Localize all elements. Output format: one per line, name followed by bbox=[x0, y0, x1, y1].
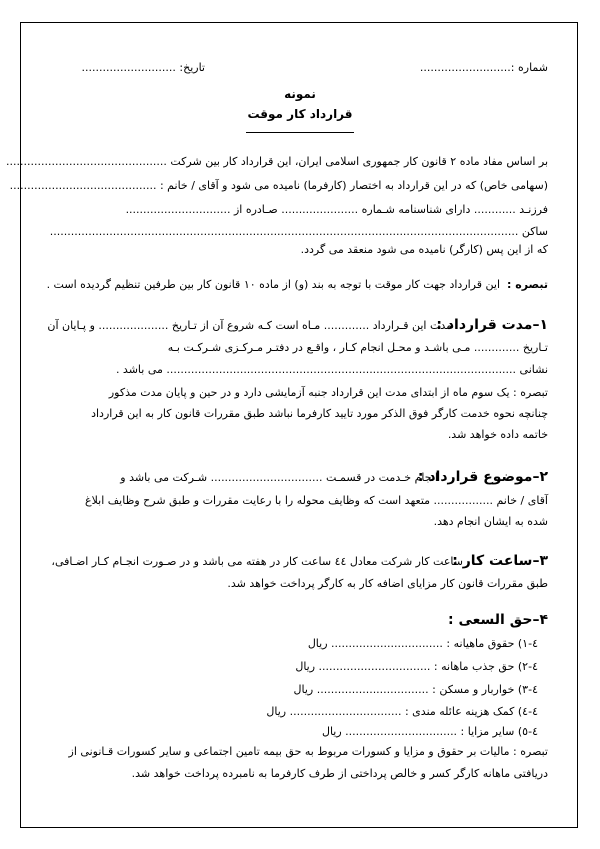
section-4-note-line-1: تبصره : مالیات بر حقوق و مزایا و کسورات مربوط به حق بیمه تامین اجتماعی و سایر کسورات قـانونی از bbox=[68, 745, 548, 758]
salary-item-3: ٤-٣) خواربار و مسکن : ................................ ریال bbox=[293, 683, 538, 696]
section-1-line-3: نشانی .................................................................................................... می باشد . bbox=[115, 363, 548, 376]
salary-item-5: ٤-٥) سایر مزایا : ................................ ریال bbox=[321, 725, 538, 738]
intro-line-5: که از این پس (کارگر) نامیده می شود منعقد می گردد. bbox=[300, 243, 548, 256]
section-1-note-line-2: چنانچه نحوه خدمت کارگر فوق الذکر مورد تایید کارفرما نباشد طبق مقررات قانون کار به این قرارداد bbox=[91, 407, 548, 420]
section-1-heading: ۱–مدت قرارداد : bbox=[436, 317, 548, 333]
section-3-heading: ۳–ساعت کار : bbox=[452, 553, 548, 569]
contract-date-field: تاریخ: ........................... bbox=[81, 61, 205, 74]
page-title: قرارداد کار موقت bbox=[247, 107, 353, 121]
intro-line-1: بر اساس مفاد ماده ۲ قانون کار جمهوری اسلامی ایران، این قرارداد کار بین شرکت .............................................. bbox=[6, 155, 548, 168]
section-4-note-line-2: دریافتی ماهانه کارگر کسر و خالص پرداختی از طرف کارفرما به نامبرده پرداخت خواهد شد. bbox=[131, 767, 548, 780]
intro-line-3: فرزنـد ............ دارای شناسنامه شـماره ...................... صـادره از .............................. bbox=[125, 203, 548, 216]
document-label: نمونه bbox=[284, 87, 316, 101]
salary-item-1: ٤-١) حقوق ماهیانه : ................................ ریال bbox=[307, 637, 538, 650]
contract-number-field: شماره :.......................... bbox=[419, 61, 548, 74]
section-1-note-line-3: خاتمه داده خواهد شد. bbox=[447, 428, 548, 441]
section-3-line-2: طبق مقررات قانون کار مزایای اضافه کار به کارگر پرداخت خواهد شد. bbox=[227, 577, 548, 590]
section-1-note-line-1: تبصره : یک سوم ماه از ابتدای مدت این قرارداد جنبه آزمایشی دارد و در حین و پایان مدت مذکور bbox=[108, 386, 548, 399]
section-3-line-1: ساعت کار شرکت معادل ٤٤ ساعت کار در هفته می باشد و در صـورت انجـام کـار اضـافی، bbox=[51, 555, 463, 568]
intro-line-4: ساکن ...................................................................................................................................... bbox=[49, 225, 548, 238]
section-2-heading: ۲–موضوع قرارداد : bbox=[417, 469, 548, 485]
section-1-line-1: مدت این قـرارداد ............. مـاه است کـه شروع آن از تـاریخ .................... و پـایان آن bbox=[47, 319, 452, 332]
general-note-text: این قرارداد جهت کار موقت با توجه به بند (و) از ماده ۱۰ قانون کار بین طرفین تنظیم گردیده است . bbox=[46, 278, 500, 291]
section-2-line-2: آقای / خانم ................. متعهد است که وظایف محوله را با رعایت مقررات و طبق شرح وظایف ابلاغ bbox=[85, 494, 548, 507]
section-1-line-2: تـاریخ ............. مـی باشـد و محـل انجام کـار ، واقـع در دفتـر مـرکـزی شـرکـت بـه bbox=[167, 341, 548, 354]
general-note-label: تبصره : bbox=[506, 278, 548, 291]
section-2-line-1: انجام خـدمت در قسمـت ................................ شـرکت می باشد و bbox=[120, 471, 438, 484]
intro-line-2: (سهامی خاص) که در این قرارداد به اختصار (کارفرما) نامیده می شود و آقای / خانم : .......................................... bbox=[9, 179, 548, 192]
section-4-heading: ۴–حق السعی : bbox=[448, 612, 548, 628]
section-2-line-3: شده به ایشان انجام دهد. bbox=[433, 515, 548, 528]
salary-item-4: ٤-٤) کمک هزینه عائله مندی : ................................ ریال bbox=[266, 705, 538, 718]
title-underline bbox=[246, 132, 354, 133]
salary-item-2: ٤-٢) حق جذب ماهانه : ................................ ریال bbox=[295, 660, 538, 673]
